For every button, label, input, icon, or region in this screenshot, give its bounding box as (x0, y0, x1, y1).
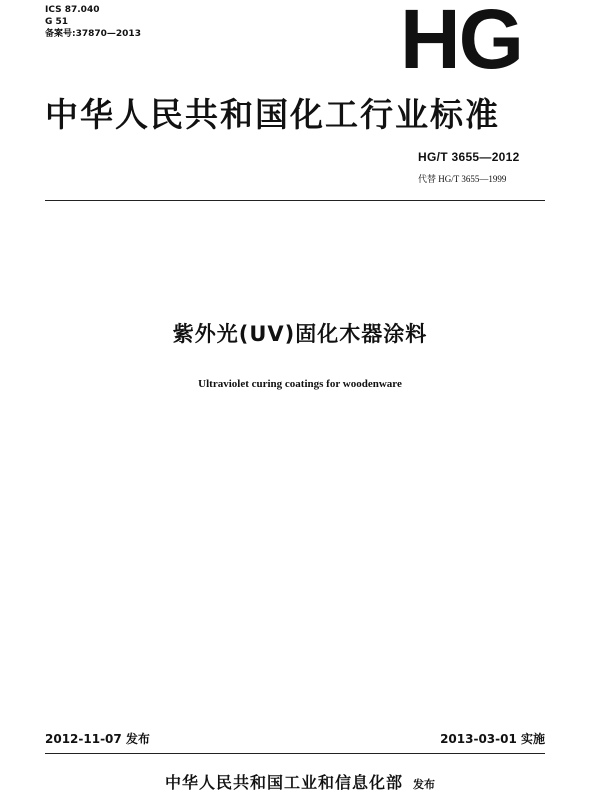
header-divider (45, 200, 545, 201)
publisher-row (0, 770, 600, 793)
ccs-code: G 51 (45, 17, 69, 27)
footer-divider (45, 753, 545, 754)
standard-title: 中华人民共和国化工行业标准 (45, 95, 500, 134)
document-title-chinese: 紫外光(UV)固化木器涂料 (172, 322, 428, 346)
ics-code: ICS 87.040 (45, 5, 100, 15)
replaces-standard: 代替 HG/T 3655—1999 (418, 174, 507, 184)
publish-label: 发布 (413, 778, 435, 791)
implementation-date: 2013-03-01 实施 (440, 732, 545, 746)
document-title-english: Ultraviolet curing coatings for woodenware (198, 378, 402, 390)
standard-number: HG/T 3655—2012 (418, 150, 520, 164)
hg-logo: HG (400, 0, 522, 86)
publisher-name: 中华人民共和国工业和信息化部 (164, 773, 403, 792)
filing-number: 备案号:37870—2013 (45, 29, 141, 39)
issue-date: 2012-11-07 发布 (45, 732, 150, 746)
